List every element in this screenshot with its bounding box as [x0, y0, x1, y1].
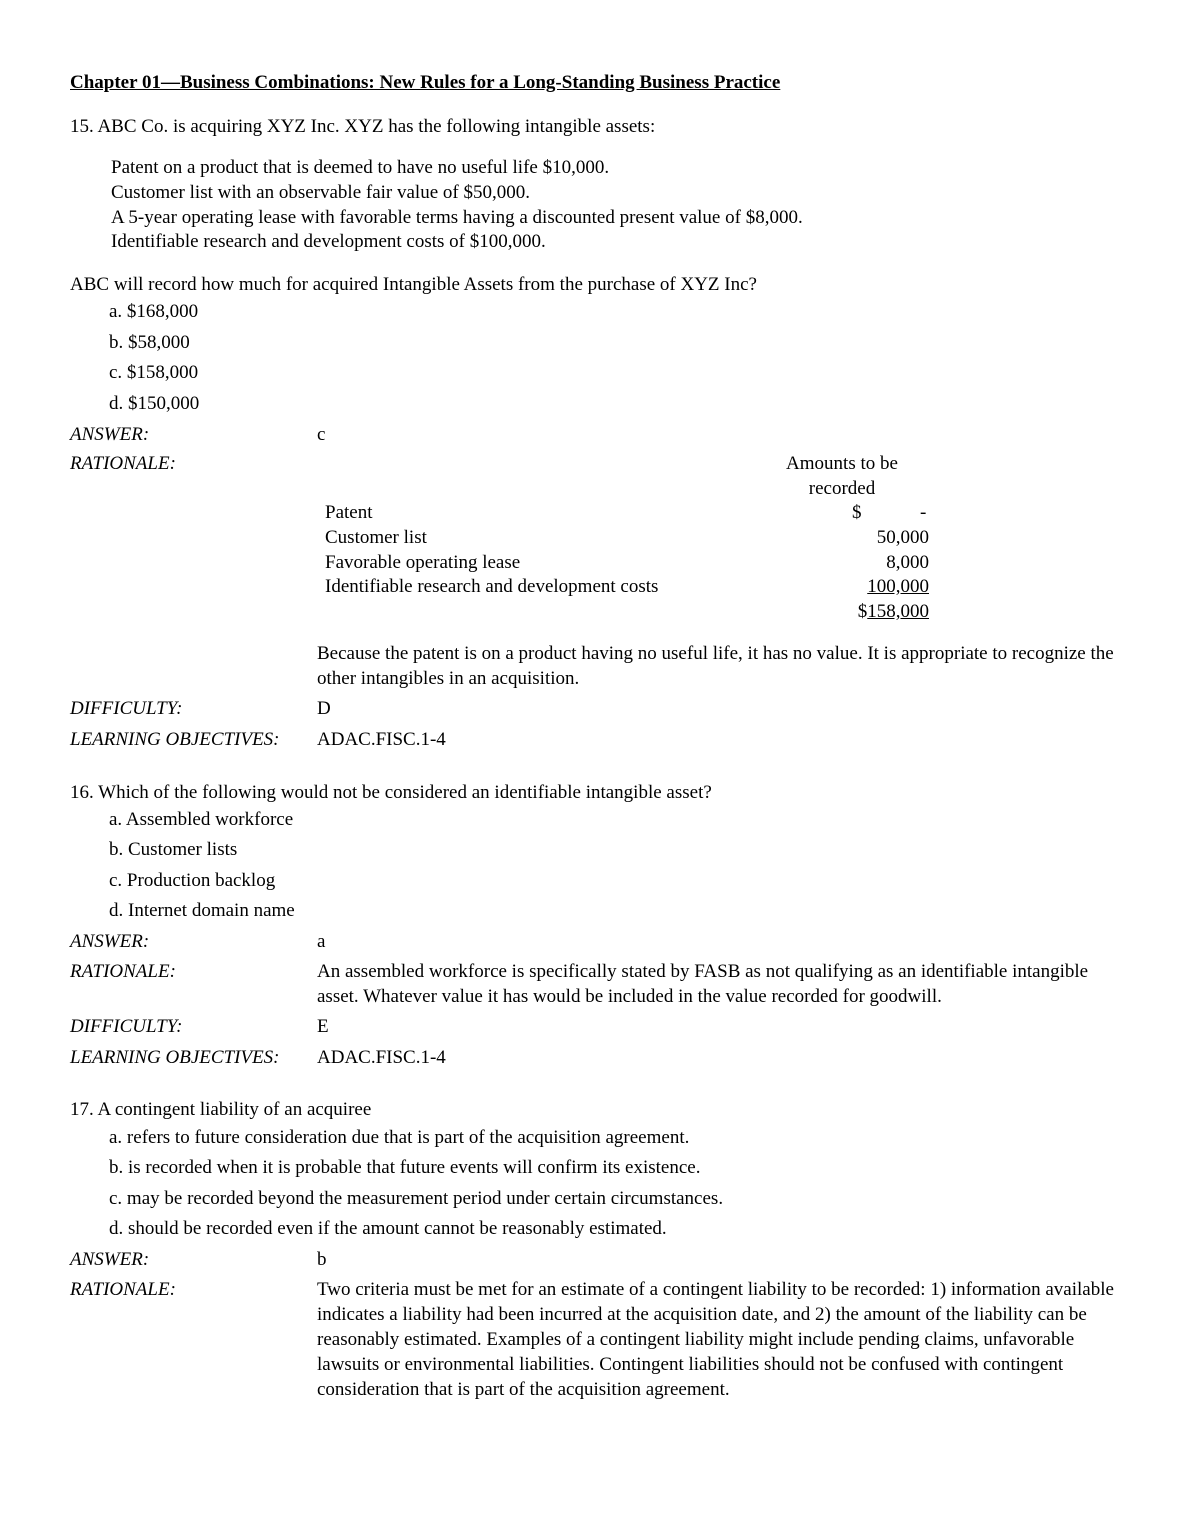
- table-row-amount: 50,000: [876, 527, 929, 548]
- q16-option-b: b. Customer lists: [109, 839, 238, 860]
- q17-rationale: Two criteria must be met for an estimate of a contingent liability to be recorded: 1) information available indicates a liability had been incurred at the acquisition date, and 2) the amount of the liability can be reasonably estimated. Examples of a contingent liability might include pending claims, unfavorable lawsuits or environmental liabilities. Contingent liabilities should not be confused with contingent consideration that is part of the acquisition agreement.: [317, 1279, 1114, 1400]
- q16-option-d: d. Internet domain name: [109, 900, 295, 921]
- table-total-currency: $: [857, 601, 868, 622]
- q15-option-b: b. $58,000: [109, 332, 190, 353]
- q16-option-c: c. Production backlog: [109, 870, 276, 891]
- table-row-amount: 8,000: [886, 552, 929, 573]
- q17-stem: 17. A contingent liability of an acquiree: [70, 1099, 372, 1120]
- q16-option-a: a. Assembled workforce: [109, 809, 294, 830]
- table-total-amount: 158,000: [867, 601, 929, 622]
- q15-question: ABC will record how much for acquired Intangible Assets from the purchase of XYZ Inc?: [70, 274, 757, 295]
- table-row-amount: 100,000: [867, 576, 929, 597]
- q16-difficulty-label: DIFFICULTY:: [70, 1016, 183, 1037]
- q17-answer-label: ANSWER:: [70, 1249, 150, 1270]
- amounts-column-header: Amounts to be recorded: [786, 453, 898, 499]
- q15-asset: Customer list with an observable fair value of $50,000.: [111, 182, 530, 203]
- table-row-item: Customer list: [325, 527, 427, 548]
- table-row-amount: -: [920, 502, 927, 523]
- table-total: [858, 599, 929, 624]
- q17-answer: b: [317, 1249, 327, 1270]
- q17-option-b: b. is recorded when it is probable that future events will confirm its existence.: [109, 1157, 701, 1178]
- q16-learning-objectives: ADAC.FISC.1-4: [317, 1047, 446, 1068]
- q16-rationale: An assembled workforce is specifically stated by FASB as not qualifying as an identifiable intangible asset. Whatever value it has would be included in the value recorded for goodwill.: [317, 961, 1089, 1007]
- q15-option-a: a. $168,000: [109, 301, 199, 322]
- q17-rationale-label: RATIONALE:: [70, 1279, 176, 1300]
- q16-answer: a: [317, 931, 326, 952]
- q16-rationale-label: RATIONALE:: [70, 961, 176, 982]
- q15-option-d: d. $150,000: [109, 393, 200, 414]
- q17-option-c: c. may be recorded beyond the measurement period under certain circumstances.: [109, 1188, 724, 1209]
- q16-stem: 16. Which of the following would not be considered an identifiable intangible asset?: [70, 782, 712, 803]
- q15-difficulty: D: [317, 698, 331, 719]
- q16-learning-objectives-label: LEARNING OBJECTIVES:: [70, 1047, 280, 1068]
- q15-learning-objectives-label: LEARNING OBJECTIVES:: [70, 729, 280, 750]
- table-row-item: Patent: [325, 502, 373, 523]
- q15-stem: 15. ABC Co. is acquiring XYZ Inc. XYZ has the following intangible assets:: [70, 116, 656, 137]
- q16-difficulty: E: [317, 1016, 329, 1037]
- q17-option-a: a. refers to future consideration due that is part of the acquisition agreement.: [109, 1127, 690, 1148]
- q15-asset: Identifiable research and development costs of $100,000.: [111, 231, 546, 252]
- q15-option-c: c. $158,000: [109, 362, 199, 383]
- q15-rationale: Because the patent is on a product having no useful life, it has no value. It is appropriate to recognize the other intangibles in an acquisition.: [317, 643, 1114, 689]
- q17-option-d: d. should be recorded even if the amount cannot be reasonably estimated.: [109, 1218, 667, 1239]
- table-row-currency: $: [852, 502, 862, 523]
- chapter-title: Chapter 01—Business Combinations: New Rules for a Long-Standing Business Practice: [70, 72, 781, 93]
- q15-answer-label: ANSWER:: [70, 424, 150, 445]
- q15-asset: Patent on a product that is deemed to have no useful life $10,000.: [111, 157, 610, 178]
- q16-answer-label: ANSWER:: [70, 931, 150, 952]
- q15-learning-objectives: ADAC.FISC.1-4: [317, 729, 446, 750]
- q15-asset: A 5-year operating lease with favorable terms having a discounted present value of $8,000.: [111, 207, 803, 228]
- table-row-item: Favorable operating lease: [325, 552, 521, 573]
- q15-answer: c: [317, 424, 326, 445]
- q15-rationale-label: RATIONALE:: [70, 453, 176, 474]
- q15-difficulty-label: DIFFICULTY:: [70, 698, 183, 719]
- table-row-item: Identifiable research and development costs: [325, 576, 659, 597]
